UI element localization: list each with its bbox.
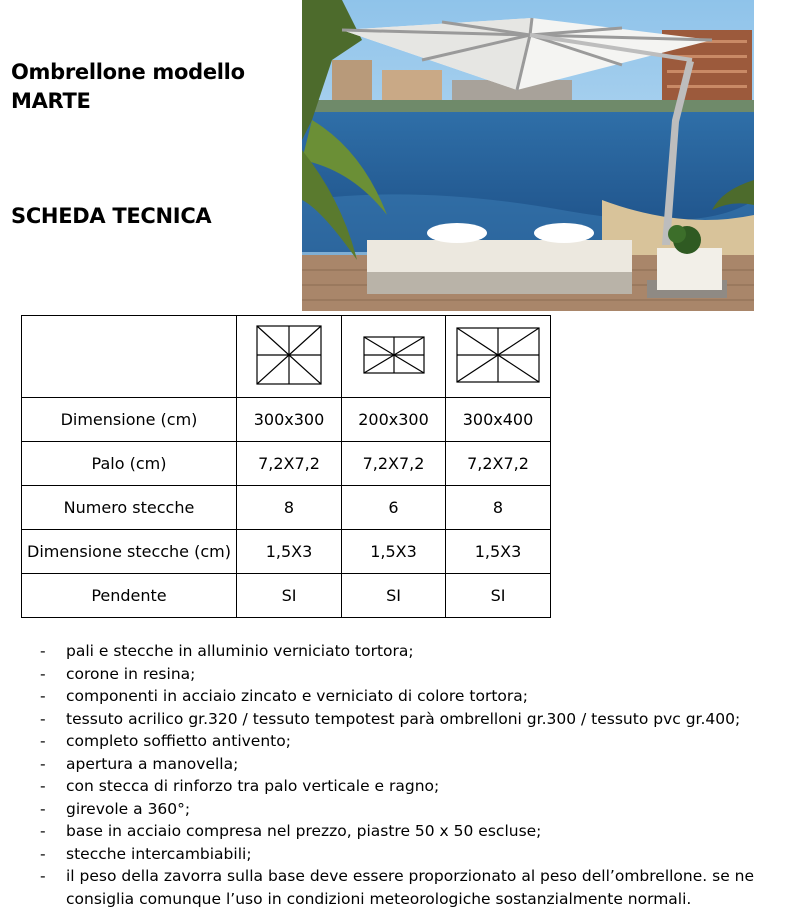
bullet-dash: -: [40, 867, 46, 885]
bullet-dash: -: [40, 664, 46, 683]
bullet-dash: -: [40, 822, 46, 840]
table-cell: 6: [342, 486, 446, 530]
bullet-dash: -: [40, 799, 46, 818]
empty-header-cell: [22, 316, 237, 398]
table-cell: 200x300: [342, 398, 446, 442]
table-cell: 300x300: [237, 398, 342, 442]
row-label: Dimensione stecche (cm): [22, 530, 237, 574]
bullet-dash: -: [40, 754, 46, 773]
list-item-text: corone in resina;: [66, 664, 196, 683]
table-cell: 1,5X3: [342, 530, 446, 574]
spec-table: [21, 315, 551, 618]
list-item-text: base in acciaio compresa nel prezzo, piastre 50 x 50 escluse;: [66, 822, 542, 840]
title-line-2: MARTE: [11, 89, 91, 113]
list-item-text: componenti in acciaio zincato e verniciato di colore tortora;: [66, 687, 528, 705]
rectangular-large-umbrella-icon: [446, 316, 551, 398]
bullet-dash: -: [40, 732, 46, 750]
row-label: Numero stecche: [22, 486, 237, 530]
list-item-text: stecche intercambiabili;: [66, 844, 252, 863]
bullet-dash: -: [40, 844, 46, 863]
table-row: [22, 486, 551, 530]
table-cell: SI: [446, 574, 551, 618]
table-row: [22, 530, 551, 574]
list-item: [40, 708, 780, 731]
list-item: [40, 843, 780, 866]
table-cell: 8: [237, 486, 342, 530]
row-label: Dimensione (cm): [22, 398, 237, 442]
rectangular-small-umbrella-icon: [342, 316, 446, 398]
table-cell: 1,5X3: [446, 530, 551, 574]
list-item: [40, 730, 780, 753]
bullet-dash: -: [40, 642, 46, 660]
list-item: [40, 685, 780, 708]
row-label: Palo (cm): [22, 442, 237, 486]
row-label: Pendente: [22, 574, 237, 618]
section-title: SCHEDA TECNICA: [11, 204, 212, 228]
list-item-text: pali e stecche in alluminio verniciato tortora;: [66, 642, 414, 660]
list-item: [40, 820, 780, 843]
feature-list: [40, 640, 780, 910]
table-row: [22, 398, 551, 442]
list-item-text: apertura a manovella;: [66, 754, 239, 773]
table-cell: 7,2X7,2: [237, 442, 342, 486]
list-item: [40, 865, 780, 910]
table-row: [22, 574, 551, 618]
table-cell: SI: [237, 574, 342, 618]
bullet-dash: -: [40, 777, 46, 795]
page-title: [11, 58, 245, 116]
table-header-row: [22, 316, 551, 398]
square-umbrella-icon: [237, 316, 342, 398]
bullet-dash: -: [40, 687, 46, 705]
table-cell: 1,5X3: [237, 530, 342, 574]
table-cell: 300x400: [446, 398, 551, 442]
list-item-text: tessuto acrilico gr.320 / tessuto tempotest parà ombrelloni gr.300 / tessuto pvc gr.400;: [66, 709, 741, 728]
list-item: [40, 753, 780, 776]
list-item-text: girevole a 360°;: [66, 799, 191, 818]
table-cell: 7,2X7,2: [342, 442, 446, 486]
table-cell: SI: [342, 574, 446, 618]
table-row: [22, 442, 551, 486]
list-item: [40, 775, 780, 798]
title-line-1: Ombrellone modello: [11, 60, 245, 84]
bullet-dash: -: [40, 709, 46, 728]
list-item: [40, 798, 780, 821]
table-cell: 8: [446, 486, 551, 530]
list-item-text: il peso della zavorra sulla base deve essere proporzionato al peso dell’ombrellone. se ne consiglia comunque l’uso in condizioni meteorologiche sostanzialmente normali.: [66, 867, 755, 908]
list-item-text: completo soffietto antivento;: [66, 732, 291, 750]
list-item-text: con stecca di rinforzo tra palo verticale e ragno;: [66, 777, 440, 795]
list-item: [40, 640, 780, 663]
umbrella-beach-photo: [302, 0, 754, 311]
table-cell: 7,2X7,2: [446, 442, 551, 486]
list-item: [40, 663, 780, 686]
